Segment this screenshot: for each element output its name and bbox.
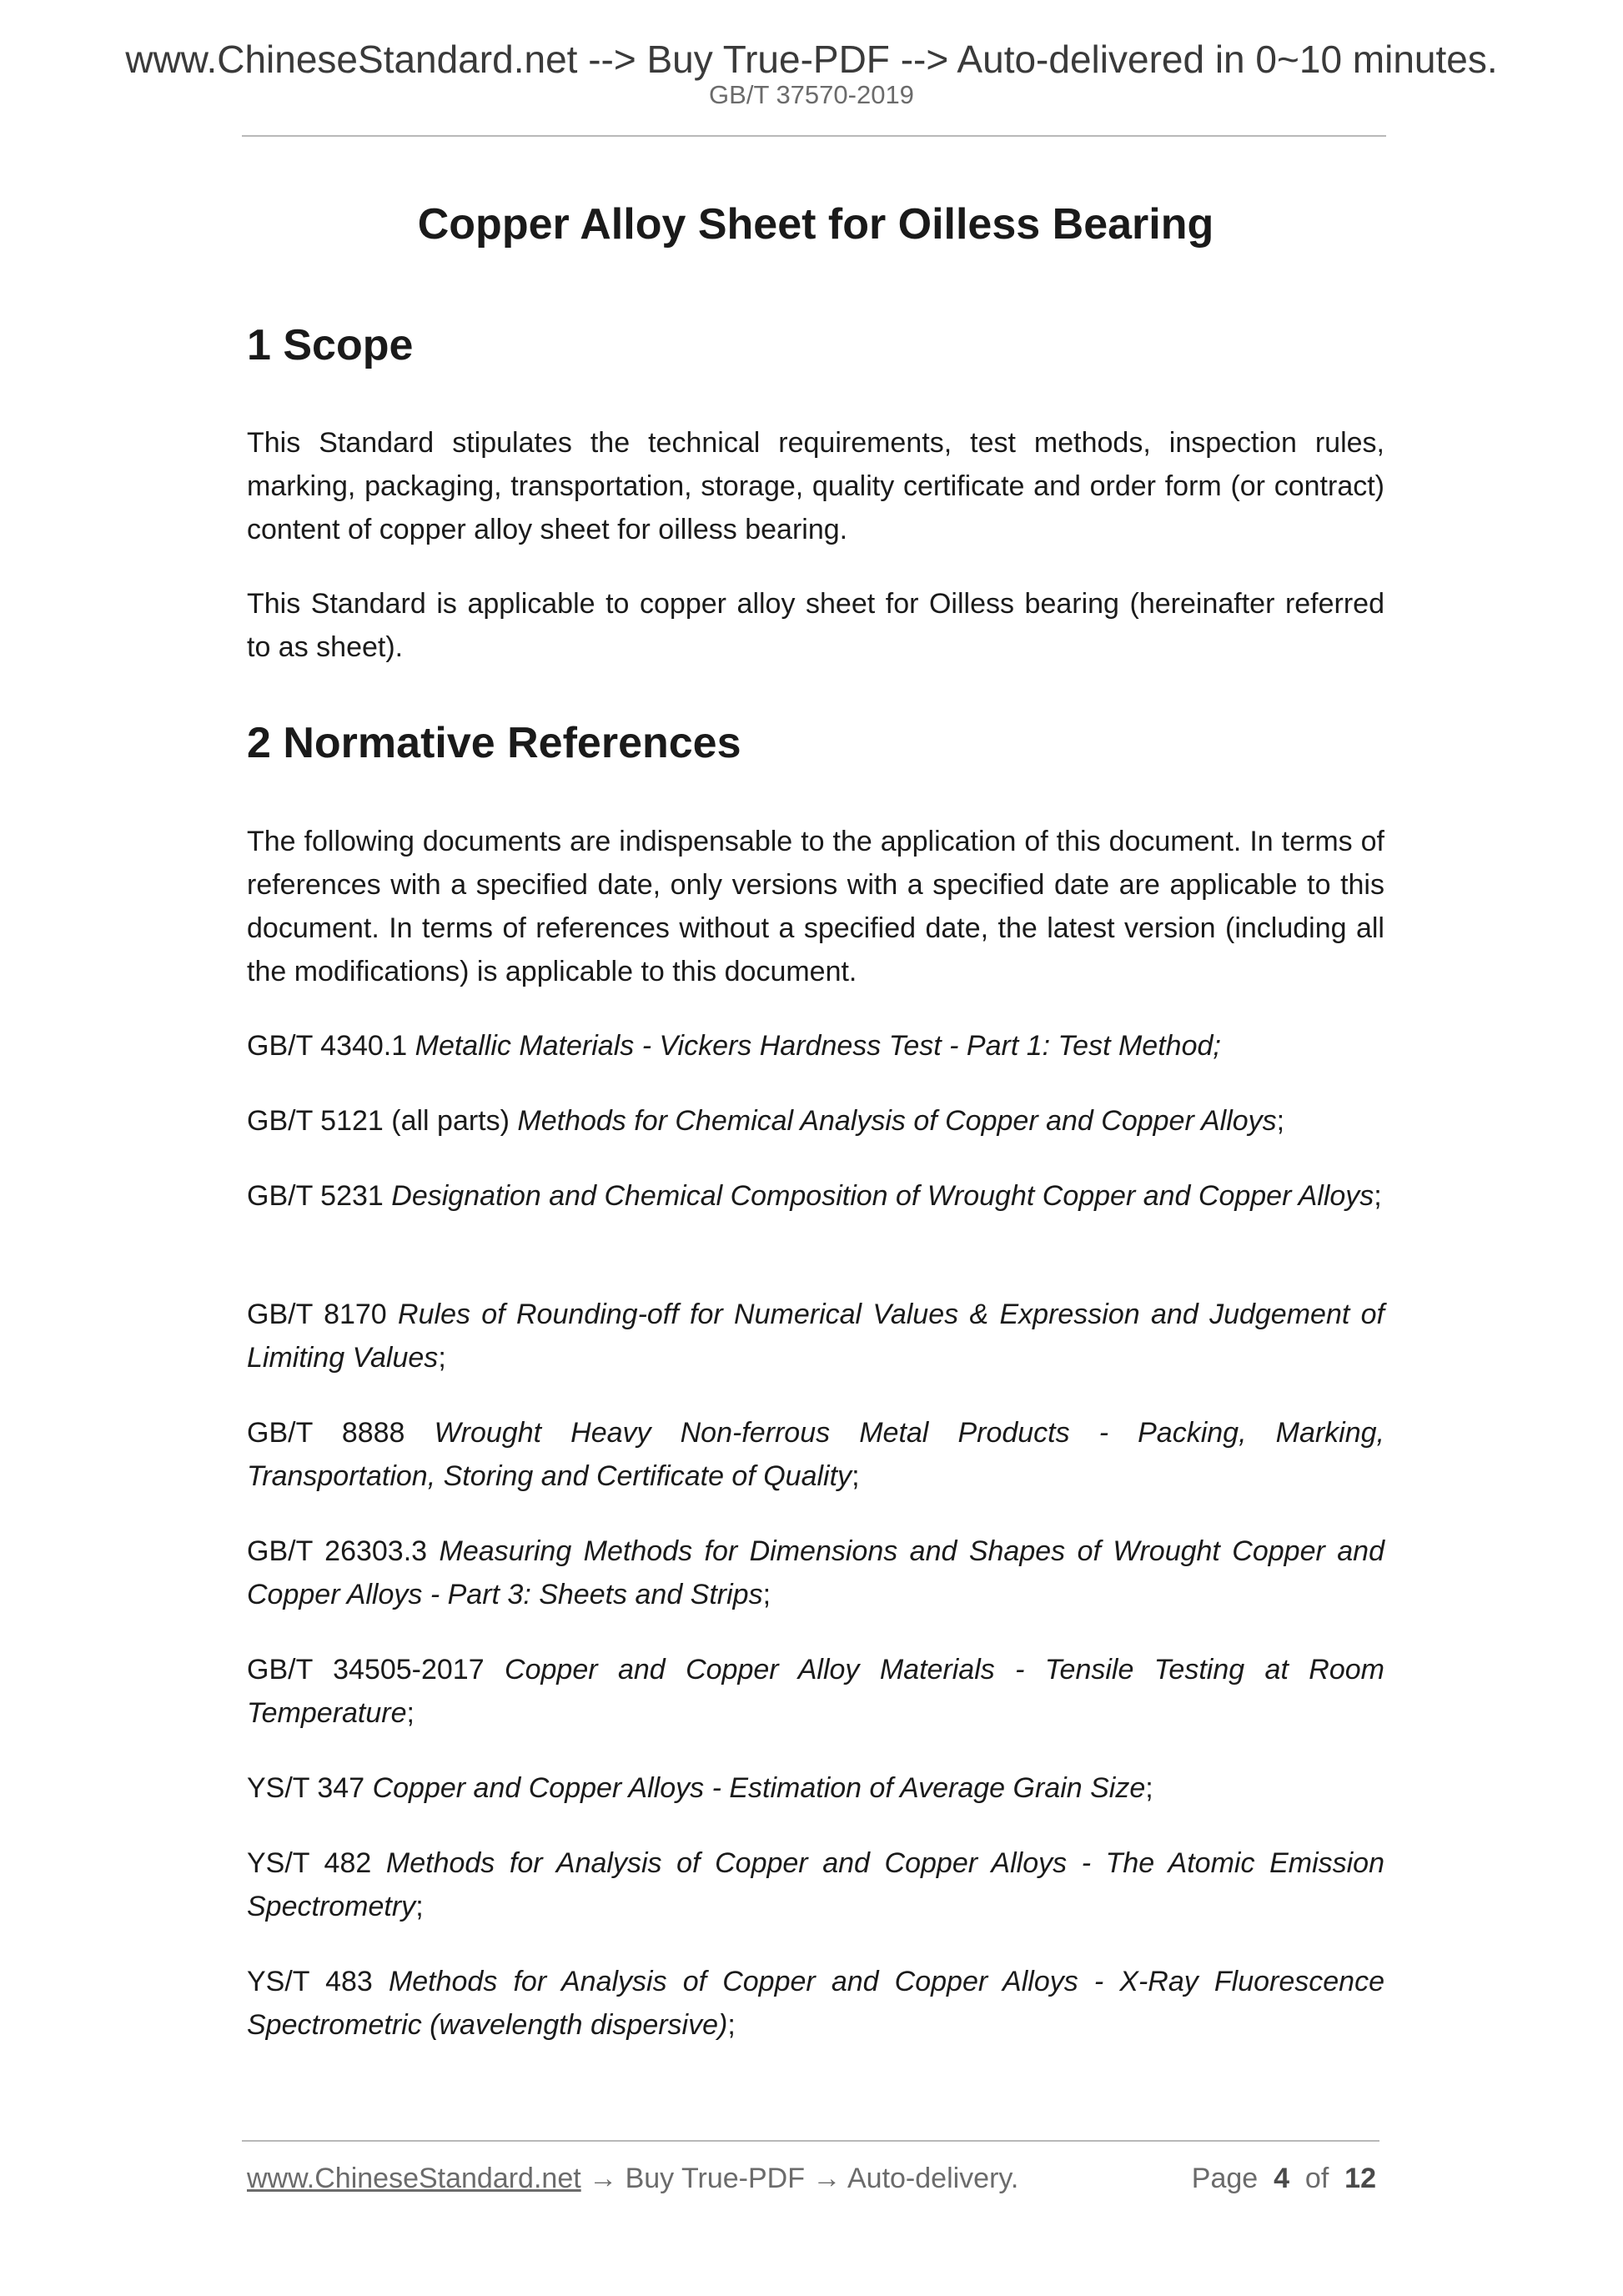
reference-title: Methods for Chemical Analysis of Copper and Copper Alloys xyxy=(517,1105,1277,1137)
page-of-label: of xyxy=(1304,2163,1329,2194)
scope-paragraph: This Standard stipulates the technical requirements, test methods, inspection rules, marking, packaging, transportation, storage, quality certificate and order form (or contract) content of copper alloy sheet for oilless bearing. xyxy=(247,427,1384,545)
footer-divider xyxy=(242,2140,1379,2142)
reference-tail: ; xyxy=(415,1891,424,1922)
reference-title: Copper and Copper Alloys - Estimation of Average Grain Size xyxy=(372,1772,1146,1804)
reference-code: GB/T 4340.1 xyxy=(247,1030,408,1062)
reference-item xyxy=(247,1648,1384,1735)
reference-tail: ; xyxy=(438,1342,446,1374)
reference-item xyxy=(247,1960,1384,2047)
reference-item xyxy=(247,1024,1384,1068)
reference-item xyxy=(247,1099,1384,1143)
page-label: Page xyxy=(1191,2163,1259,2194)
scope-paragraph: This Standard is applicable to copper alloy sheet for Oilless bearing (hereinafter referred to as sheet). xyxy=(247,588,1384,663)
reference-tail: ; xyxy=(1276,1105,1285,1137)
reference-tail: ; xyxy=(762,1579,771,1610)
reference-title: Rules of Rounding-off for Numerical Values & Expression and Judgement of Limiting Values xyxy=(247,1299,1384,1374)
reference-item xyxy=(247,1530,1384,1616)
reference-code: GB/T 26303.3 xyxy=(247,1535,428,1567)
references-intro-paragraph: The following documents are indispensable to the application of this document. In terms of references with a specified date, only versions with a specified date are applicable to this document. In terms of references without a specified date, the latest version (including all the modifications) is applicable to this document. xyxy=(247,826,1384,987)
reference-title: Wrought Heavy Non-ferrous Metal Products - Packing, Marking, Transportation, Storing and Certificate of Quality xyxy=(247,1417,1385,1492)
reference-item xyxy=(247,1411,1384,1498)
reference-title: Copper and Copper Alloy Materials - Tensile Testing at Room Temperature xyxy=(247,1654,1384,1729)
reference-title: Methods for Analysis of Copper and Copper Alloys - The Atomic Emission Spectrometry xyxy=(247,1847,1384,1922)
footer-tagline: → Buy True-PDF → Auto-delivery. xyxy=(580,2163,1019,2194)
reference-code: GB/T 5121 (all parts) xyxy=(247,1105,510,1137)
reference-code: GB/T 8170 xyxy=(247,1299,387,1330)
reference-tail: ; xyxy=(406,1697,415,1729)
site-banner: www.ChineseStandard.net --> Buy True-PDF --> Auto-delivered in 0~10 minutes. xyxy=(125,38,1498,81)
footer-site-link[interactable]: www.ChineseStandard.net xyxy=(247,2163,581,2194)
page-total: 12 xyxy=(1344,2163,1376,2194)
reference-item xyxy=(247,1293,1384,1379)
reference-item xyxy=(247,1766,1384,1810)
reference-tail: ; xyxy=(1145,1772,1153,1804)
reference-code: YS/T 483 xyxy=(247,1966,373,1997)
reference-tail: ; xyxy=(1374,1180,1382,1212)
reference-code: YS/T 347 xyxy=(247,1772,365,1804)
page-footer xyxy=(247,2160,1376,2197)
reference-item xyxy=(247,1841,1384,1928)
header-divider xyxy=(242,135,1386,137)
reference-title: Metallic Materials - Vickers Hardness Test - Part 1: Test Method; xyxy=(415,1030,1221,1062)
standard-code: GB/T 37570-2019 xyxy=(709,80,914,109)
page-current: 4 xyxy=(1274,2163,1289,2194)
reference-title: Designation and Chemical Composition of Wrought Copper and Copper Alloys xyxy=(391,1180,1374,1212)
reference-code: GB/T 5231 xyxy=(247,1180,384,1212)
reference-code: YS/T 482 xyxy=(247,1847,372,1879)
reference-item xyxy=(247,1174,1384,1218)
document-title: Copper Alloy Sheet for Oilless Bearing xyxy=(417,200,1214,249)
reference-title: Measuring Methods for Dimensions and Shapes of Wrought Copper and Copper Alloys - Part 3: Sheets and Strips xyxy=(247,1535,1384,1610)
reference-title: Methods for Analysis of Copper and Copper Alloys - X-Ray Fluorescence Spectrometric (wavelength dispersive) xyxy=(247,1966,1384,2041)
section-heading-normative-references: 2 Normative References xyxy=(247,719,741,767)
reference-tail: ; xyxy=(852,1460,860,1492)
reference-code: GB/T 8888 xyxy=(247,1417,405,1449)
reference-tail: ; xyxy=(727,2009,736,2041)
reference-code: GB/T 34505-2017 xyxy=(247,1654,485,1686)
page-indicator xyxy=(1192,2160,1376,2197)
section-heading-scope: 1 Scope xyxy=(247,321,414,369)
